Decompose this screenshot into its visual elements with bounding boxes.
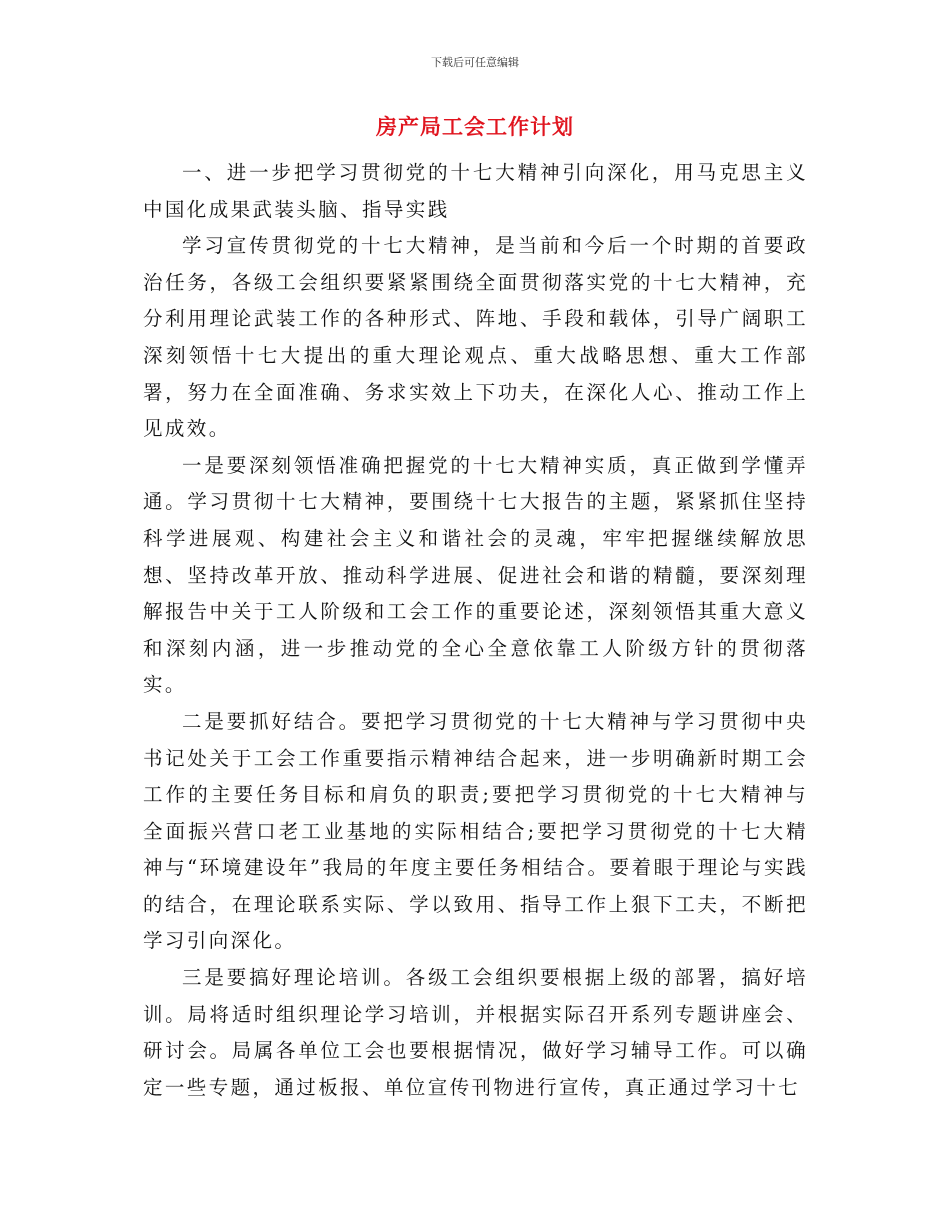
- paragraph: 三是要搞好理论培训。各级工会组织要根据上级的部署，搞好培训。局将适时组织理论学习培训，并根据实际召开系列专题讲座会、研讨会。局属各单位工会也要根据情况，做好学习辅导工作。可以确定一些专题，通过板报、单位宣传刊物进行宣传，真正通过学习十七: [143, 966, 808, 1099]
- paragraph-section-heading: 一、进一步把学习贯彻党的十七大精神引向深化，用马克思主义中国化成果武装头脑、指导实践: [143, 161, 808, 221]
- document-title: 房产局工会工作计划: [376, 115, 574, 139]
- document-body: [143, 155, 808, 1106]
- paragraph: 一是要深刻领悟准确把握党的十七大精神实质，真正做到学懂弄通。学习贯彻十七大精神，要围绕十七大报告的主题，紧紧抓住坚持科学进展观、构建社会主义和谐社会的灵魂，牢牢把握继续解放思想、坚持改革开放、推动科学进展、促进社会和谐的精髓，要深刻理解报告中关于工人阶级和工会工作的重要论述，深刻领悟其重大意义和深刻内涵，进一步推动党的全心全意依靠工人阶级方针的贯彻落实。: [143, 453, 808, 697]
- paragraph: 学习宣传贯彻党的十七大精神，是当前和今后一个时期的首要政治任务，各级工会组织要紧紧围绕全面贯彻落实党的十七大精神，充分利用理论武装工作的各种形式、阵地、手段和载体，引导广阔职工深刻领悟十七大提出的重大理论观点、重大战略思想、重大工作部署，努力在全面准确、务求实效上下功夫，在深化人心、推动工作上见成效。: [143, 234, 808, 441]
- header-note: 下载后可任意编辑: [431, 56, 519, 69]
- paragraph: 二是要抓好结合。要把学习贯彻党的十七大精神与学习贯彻中央书记处关于工会工作重要指示精神结合起来，进一步明确新时期工会工作的主要任务目标和肩负的职责;要把学习贯彻党的十七大精神与全面振兴营口老工业基地的实际相结合;要把学习贯彻党的十七大精神与“环境建设年”我局的年度主要任务相结合。要着眼于理论与实践的结合，在理论联系实际、学以致用、指导工作上狠下工夫，不断把学习引向深化。: [143, 709, 808, 953]
